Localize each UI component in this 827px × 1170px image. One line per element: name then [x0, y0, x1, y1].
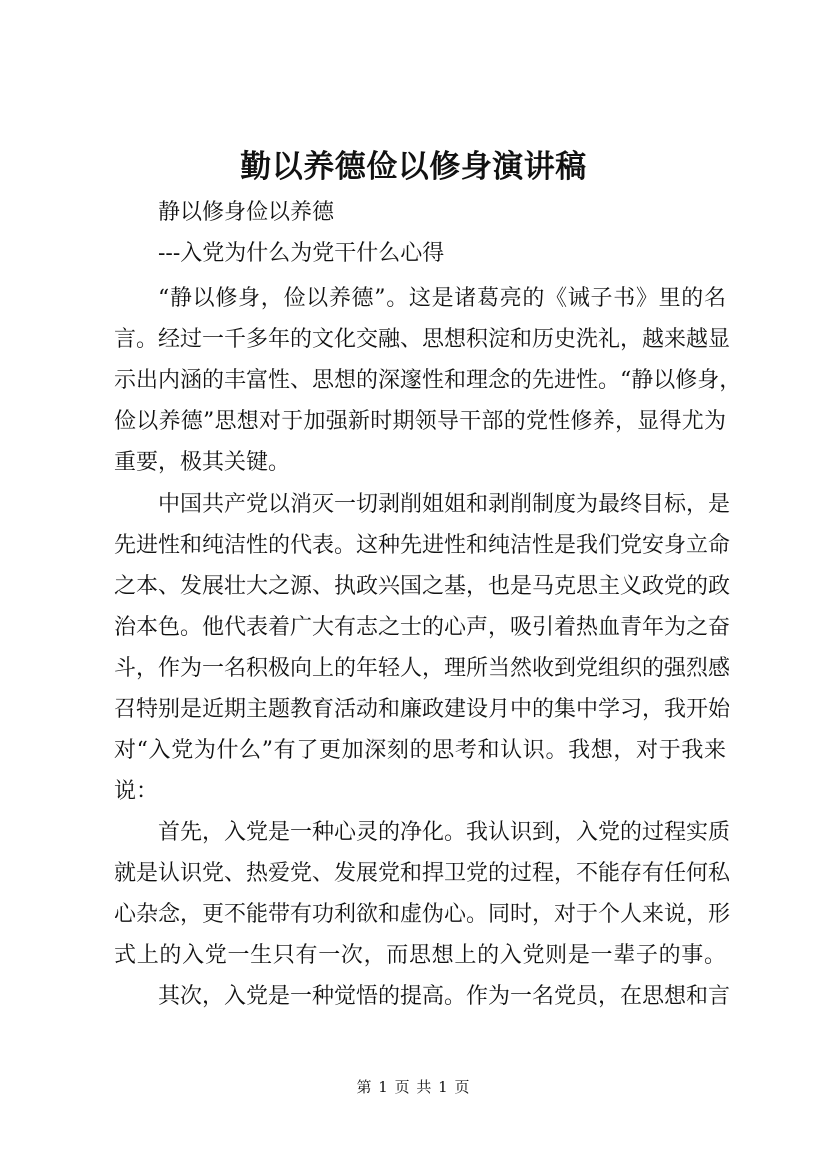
subtitle-line-1: 静以修身俭以养德 — [158, 200, 335, 225]
paragraph-3-line-3: 心杂念，更不能带有功利欲和虚伪心。同时，对于个人来说，形 — [114, 902, 731, 927]
paragraph-1-line-5: 重要，极其关键。 — [114, 450, 291, 475]
paragraph-2-line-4: 治本色。他代表着广大有志之士的心声，吸引着热血青年为之奋 — [114, 615, 731, 640]
paragraph-3-line-1: 首先，入党是一种心灵的净化。我认识到，入党的过程实质 — [158, 820, 731, 845]
paragraph-1-line-2: 言。经过一千多年的文化交融、思想积淀和历史洗礼，越来越显 — [114, 327, 731, 352]
paragraph-3-line-2: 就是认识党、热爱党、发展党和捍卫党的过程，不能存有任何私 — [114, 861, 731, 886]
subtitle-line-2: ---入党为什么为党干什么心得 — [158, 241, 445, 266]
paragraph-2-line-6: 召特别是近期主题教育活动和廉政建设月中的集中学习，我开始 — [114, 697, 731, 722]
page-footer: 第 1 页 共 1 页 — [356, 1078, 471, 1096]
paragraph-2-line-8: 说： — [114, 779, 159, 804]
paragraph-2-line-5: 斗，作为一名积极向上的年轻人，理所当然收到党组织的强烈感 — [114, 656, 731, 681]
paragraph-1-line-4: 俭以养德”思想对于加强新时期领导干部的党性修养，显得尤为 — [114, 409, 726, 434]
document-title: 勤以养德俭以修身演讲稿 — [240, 149, 587, 185]
paragraph-2-line-1: 中国共产党以消灭一切剥削姐姐和剥削制度为最终目标，是 — [158, 492, 731, 517]
paragraph-2-line-7: 对“入党为什么”有了更加深刻的思考和认识。我想，对于我来 — [114, 738, 726, 763]
paragraph-2-line-2: 先进性和纯洁性的代表。这种先进性和纯洁性是我们党安身立命 — [114, 533, 731, 558]
paragraph-2-line-3: 之本、发展壮大之源、执政兴国之基，也是马克思主义政党的政 — [114, 574, 731, 599]
paragraph-4-line-1: 其次，入党是一种觉悟的提高。作为一名党员，在思想和言 — [158, 984, 731, 1009]
paragraph-3-line-4: 式上的入党一生只有一次，而思想上的入党则是一辈子的事。 — [114, 943, 726, 968]
paragraph-1-line-1: “静以修身，俭以养德”。这是诸葛亮的《诫子书》里的名 — [158, 286, 726, 311]
paragraph-1-line-3: 示出内涵的丰富性、思想的深邃性和理念的先进性。“静以修身， — [114, 368, 742, 393]
